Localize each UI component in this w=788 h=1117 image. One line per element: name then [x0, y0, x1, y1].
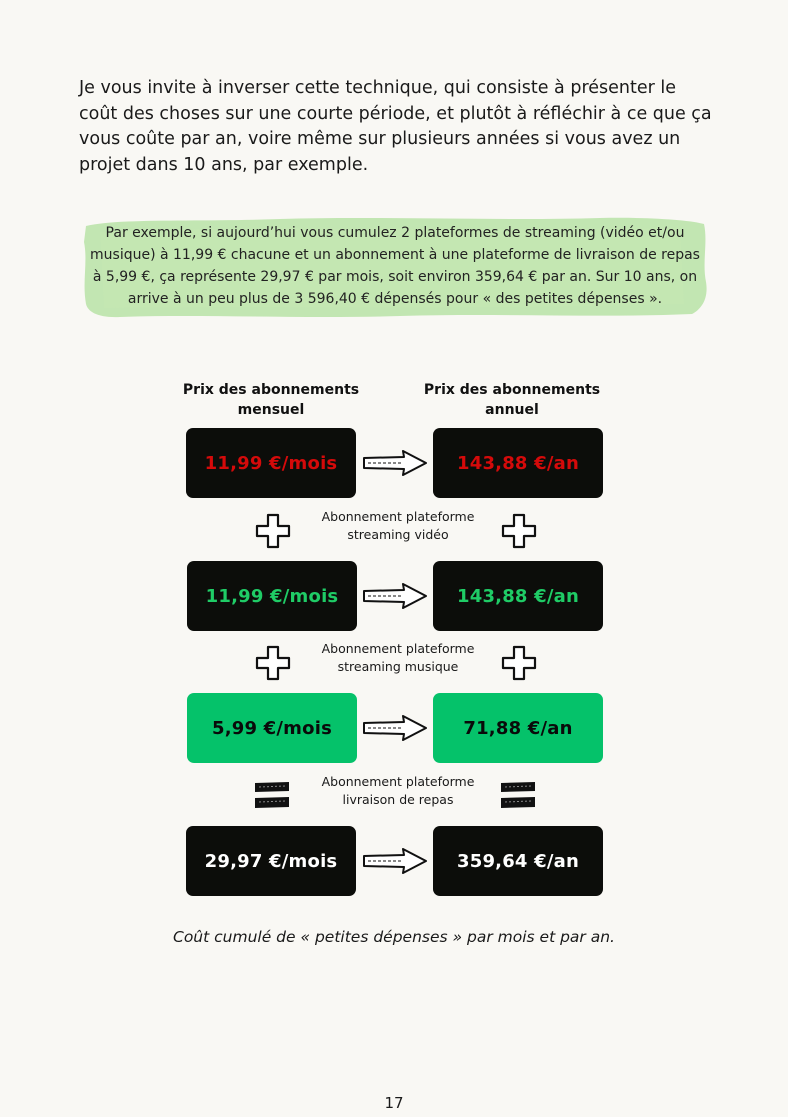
arrow-right-icon: [362, 450, 428, 476]
column-header-annual: Prix des abonnements annuel: [423, 382, 601, 418]
annual-price-box: [433, 693, 603, 763]
monthly-price: 11,99 €/mois: [204, 452, 338, 474]
annual-price-box: [433, 428, 603, 498]
column-header-monthly: Prix des abonnements mensuel: [182, 382, 360, 418]
plus-icon: [255, 513, 291, 549]
intro-paragraph: Je vous invite à inverser cette technique, qui consiste à présenter le coût des choses sur une courte période, et plutôt à réfléchir à ce que ça vous coûte par an, voire même sur plusieurs années si vous avez un projet dans 10 ans, par exemple.: [79, 78, 712, 176]
monthly-price: 11,99 €/mois: [205, 585, 339, 607]
arrow-right-icon: [362, 848, 428, 874]
monthly-price-box: [187, 561, 357, 631]
plus-icon: [255, 645, 291, 681]
monthly-price: 5,99 €/mois: [212, 717, 332, 739]
annual-total-box: [433, 826, 603, 896]
equals-icon: [253, 780, 291, 810]
annual-price: 143,88 €/an: [457, 585, 579, 607]
plus-icon: [501, 513, 537, 549]
arrow-right-icon: [362, 715, 428, 741]
monthly-total-box: [186, 826, 356, 896]
subscription-label-delivery: Abonnement plateforme livraison de repas: [321, 774, 475, 807]
subscription-label-music: Abonnement plateforme streaming musique: [321, 641, 475, 674]
monthly-total: 29,97 €/mois: [204, 850, 338, 872]
equals-icon: [499, 780, 537, 810]
example-highlight: [80, 212, 710, 320]
subscription-label-video: Abonnement plateforme streaming vidéo: [321, 509, 475, 542]
page-number: 17: [384, 1094, 404, 1112]
plus-icon: [501, 645, 537, 681]
annual-price: 143,88 €/an: [457, 452, 579, 474]
figure-caption: Coût cumulé de « petites dépenses » par mois et par an.: [173, 928, 615, 946]
annual-price: 71,88 €/an: [463, 717, 573, 739]
annual-total: 359,64 €/an: [457, 850, 579, 872]
arrow-right-icon: [362, 583, 428, 609]
monthly-price-box: [186, 428, 356, 498]
annual-price-box: [433, 561, 603, 631]
monthly-price-box: [187, 693, 357, 763]
highlight-text: Par exemple, si aujourd’hui vous cumulez 2 plateformes de streaming (vidéo et/ou musique) à 11,99 € chacune et un abonnement à une plateforme de livraison de repas à 5,99 €, ça représente 29,97 € par mois, soit environ 359,64 € par an. Sur 10 ans, on arrive à un peu plus de 3 596,40 € dépensés pour « des petites dépenses ».: [90, 225, 700, 307]
